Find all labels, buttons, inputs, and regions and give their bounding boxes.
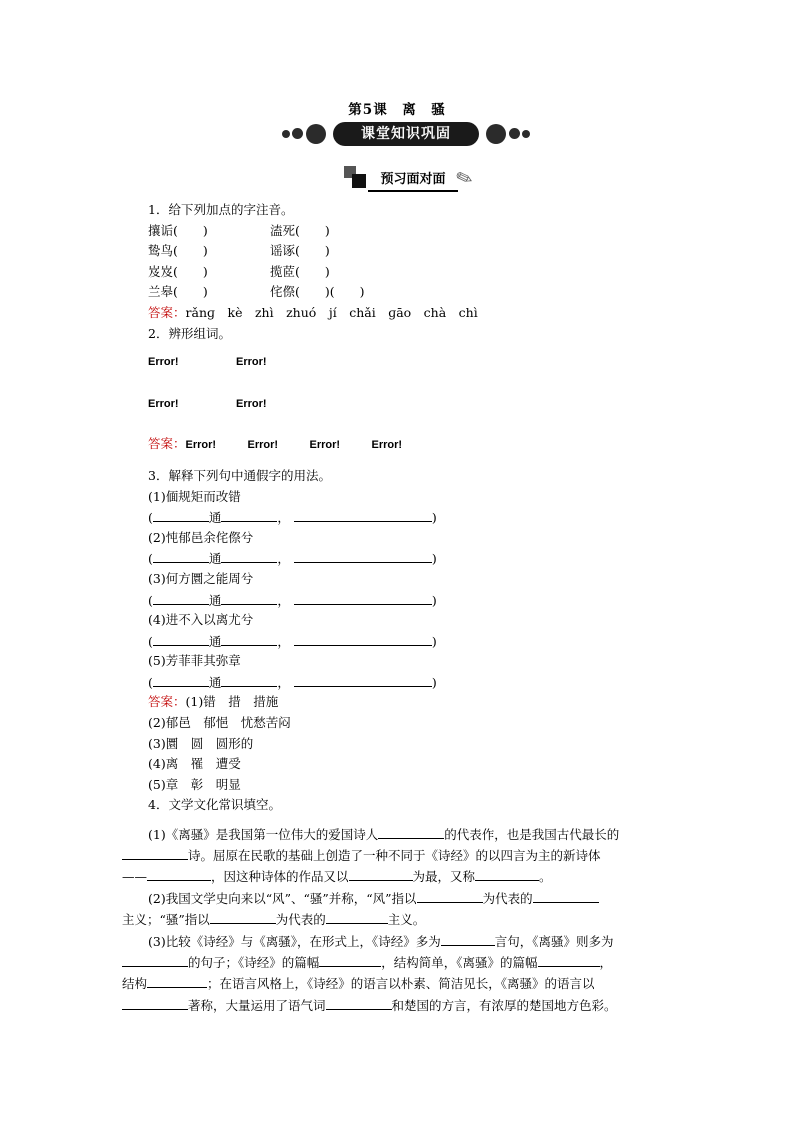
text: 主义。 — [387, 912, 426, 928]
square-ornament — [352, 174, 366, 188]
text: 为代表的 — [275, 912, 326, 928]
text: 为代表的 — [482, 891, 533, 906]
pen-icon: ✎ — [452, 163, 477, 193]
text: 结构 — [122, 976, 148, 992]
q1-item: 谣诼( ) — [270, 243, 330, 259]
answer-label: 答案： — [148, 436, 186, 452]
q1-item: 兰皋( ) — [148, 284, 208, 300]
q2-prompt: 2．辨形组词。 — [148, 325, 231, 341]
q3-blanks: ( 通 ， ) — [148, 507, 478, 528]
blank-separator: ， — [277, 633, 290, 649]
error-text: Error! — [247, 439, 279, 452]
answer-label: 答案： — [148, 694, 186, 710]
q3-blanks: ( 通 ， ) — [148, 631, 478, 652]
text: 诗。屈原在民歌的基础上创造了一种不同于《诗经》的以四言为主的新诗体 — [188, 848, 601, 864]
blank-connector: 通 — [208, 633, 222, 649]
blank-separator: ， — [277, 510, 290, 526]
error-text: Error! — [371, 439, 403, 452]
blank-separator: ， — [277, 592, 290, 608]
q1-prompt: 1．给下列加点的字注音。 — [148, 202, 294, 217]
q1-item: 岌岌( ) — [148, 263, 208, 279]
answer-text: (1)错 措 措施 — [185, 694, 279, 710]
subheading-label: 预习面对面 — [368, 170, 458, 192]
answer-label: 答案： — [148, 304, 186, 320]
q3-answer: (4)离 罹 遭受 — [148, 756, 241, 772]
q3-item: (5)芳菲菲其弥章 — [148, 653, 241, 669]
q4-paragraph-1 — [122, 824, 674, 888]
q1-answer — [148, 303, 478, 324]
q3-blanks: ( 通 ， ) — [148, 590, 478, 611]
error-text: Error! — [236, 397, 267, 410]
q2-row — [148, 394, 478, 415]
text: ；在语言风格上，《诗经》的语言以朴素、简洁见长，《离骚》的语言以 — [207, 976, 595, 992]
blank-connector: 通 — [208, 551, 222, 567]
text: —— — [122, 869, 147, 885]
text: 的代表作，也是我国古代最长的 — [444, 827, 620, 842]
text: 为最，又称 — [412, 869, 476, 885]
error-text: Error! — [236, 356, 267, 369]
q1-row — [148, 221, 478, 242]
q1-row — [148, 262, 478, 283]
text: (2)我国文学史向来以“风”、“骚”并称，“风”指以 — [148, 891, 417, 906]
text: (1)《离骚》是我国第一位伟大的爱国诗人 — [148, 827, 379, 842]
text: 著称，大量运用了语气词 — [188, 997, 326, 1013]
q4-paragraph-2 — [122, 888, 674, 930]
q4-prompt: 4．文学文化常识填空。 — [148, 797, 281, 813]
error-text: Error! — [148, 356, 179, 369]
q1-item: 攘诟( ) — [148, 222, 208, 238]
blank-connector: 通 — [208, 674, 222, 690]
error-text: Error! — [148, 397, 179, 410]
answer-text: rǎnɡ kè zhì zhuó jí chǎi ɡāo chà chì — [185, 304, 478, 320]
blank-separator: ， — [277, 551, 290, 567]
error-text: Error! — [185, 439, 217, 452]
q1-item: 鸷鸟( ) — [148, 243, 208, 259]
text: (3)比较《诗经》与《离骚》，在形式上，《诗经》多为 — [148, 934, 441, 949]
q3-answer — [148, 692, 478, 713]
q1-item: 侘傺( )( ) — [270, 284, 365, 300]
q3-item: (4)进不入以离尤兮 — [148, 612, 254, 628]
text: 言句，《离骚》则多为 — [494, 934, 614, 949]
text: 的句子；《诗经》的篇幅 — [188, 955, 320, 971]
q1-item: 揽茝( ) — [270, 263, 330, 279]
page-title: 第5课 离 骚 — [348, 102, 446, 118]
q3-item: (1)偭规矩而改错 — [148, 488, 241, 504]
q3-answer: (5)章 彰 明显 — [148, 776, 241, 792]
q2-row — [148, 352, 478, 373]
q3-answer: (2)郁邑 郁悒 忧愁苦闷 — [148, 715, 291, 731]
blank-connector: 通 — [208, 510, 222, 526]
q3-item: (2)忳郁邑余侘傺兮 — [148, 529, 254, 545]
text: ， — [599, 955, 613, 971]
error-text: Error! — [309, 439, 341, 452]
banner-label: 课堂知识巩固 — [333, 122, 479, 146]
text: 主义；“骚”指以 — [122, 912, 210, 928]
q3-blanks: ( 通 ， ) — [148, 672, 478, 693]
text: ，结构简单，《离骚》的篇幅 — [381, 955, 538, 971]
q1-item: 溘死( ) — [270, 222, 330, 238]
q3-answer: (3)圜 圆 圆形的 — [148, 735, 254, 751]
questions-1-3 — [148, 200, 478, 816]
blank-separator: ， — [277, 674, 290, 690]
text: 和楚国的方言，有浓厚的楚国地方色彩。 — [391, 997, 617, 1013]
q3-prompt: 3．解释下列句中通假字的用法。 — [148, 467, 331, 483]
text: ，因这种诗体的作品又以 — [211, 869, 349, 885]
q3-item: (3)何方圜之能周兮 — [148, 570, 254, 586]
text: 。 — [539, 869, 552, 885]
q1-row — [148, 282, 478, 303]
q2-answer — [148, 434, 478, 455]
q3-blanks: ( 通 ， ) — [148, 548, 478, 569]
section-banner — [282, 121, 530, 147]
blank-connector: 通 — [208, 592, 222, 608]
q4-paragraph-3 — [122, 931, 674, 1016]
section-subheading — [344, 163, 484, 194]
q1-row — [148, 241, 478, 262]
